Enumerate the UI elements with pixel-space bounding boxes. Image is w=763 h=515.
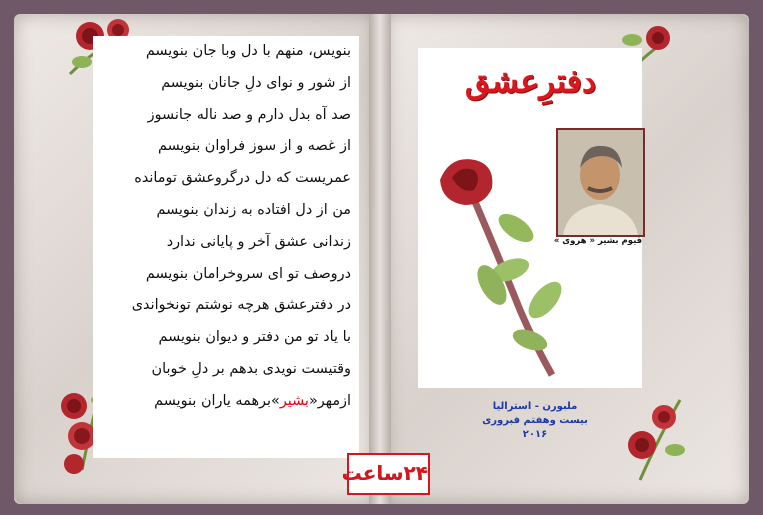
poem-line: دروصف تو ای سروخرامان بنویسم [145, 265, 351, 282]
place-and-date [470, 400, 600, 442]
logo-badge [341, 453, 430, 495]
poem-line: از شور و نوای دلِ جانان بنویسم [161, 74, 351, 91]
author-portrait [556, 128, 645, 237]
poem-line: در دفترعشق هرچه نوشتم تونخواندی [131, 297, 351, 314]
rose-illustration [430, 150, 570, 380]
poem-line: زندانی عشق آخر و پایانی ندارد [166, 233, 351, 250]
place-label: ملبورن - استرالیا [492, 401, 578, 412]
poem-line: از غصه و از سوز فراوان بنویسم [158, 138, 351, 155]
poem-text-block [93, 36, 359, 458]
poem-line: با یاد تو من دفتر و دیوان بنویسم [158, 329, 351, 346]
poet-name-highlight: بشیر [279, 392, 309, 409]
rose-cluster-bottom-right [620, 395, 700, 485]
poem-line: ازمهر«بشیر»برهمه یاران بنویسم [154, 392, 351, 409]
poem-line: وقتیست نویدی بدهم بر دلِ خوبان [151, 360, 351, 377]
portrait-image [558, 130, 643, 235]
book-title: دفترِعشق [464, 62, 597, 100]
date-label: بیست وهفتم فبروری ۲۰۱۶ [482, 415, 588, 440]
portrait-caption: قیوم بشیر « هروی » [553, 236, 643, 246]
poem-line: صد آه بدل دارم و صد ناله جانسوز [147, 106, 351, 123]
book-spine [369, 14, 391, 504]
poem-line: من از دل افتاده به زندان بنویسم [156, 201, 351, 218]
badge-text: ۲۴ساعت [341, 461, 428, 485]
poem-line: عمریست که دل درگروعشق تومانده [134, 170, 351, 187]
poem-line: بنویس، منهم با دل وبا جان بنویسم [145, 43, 351, 59]
